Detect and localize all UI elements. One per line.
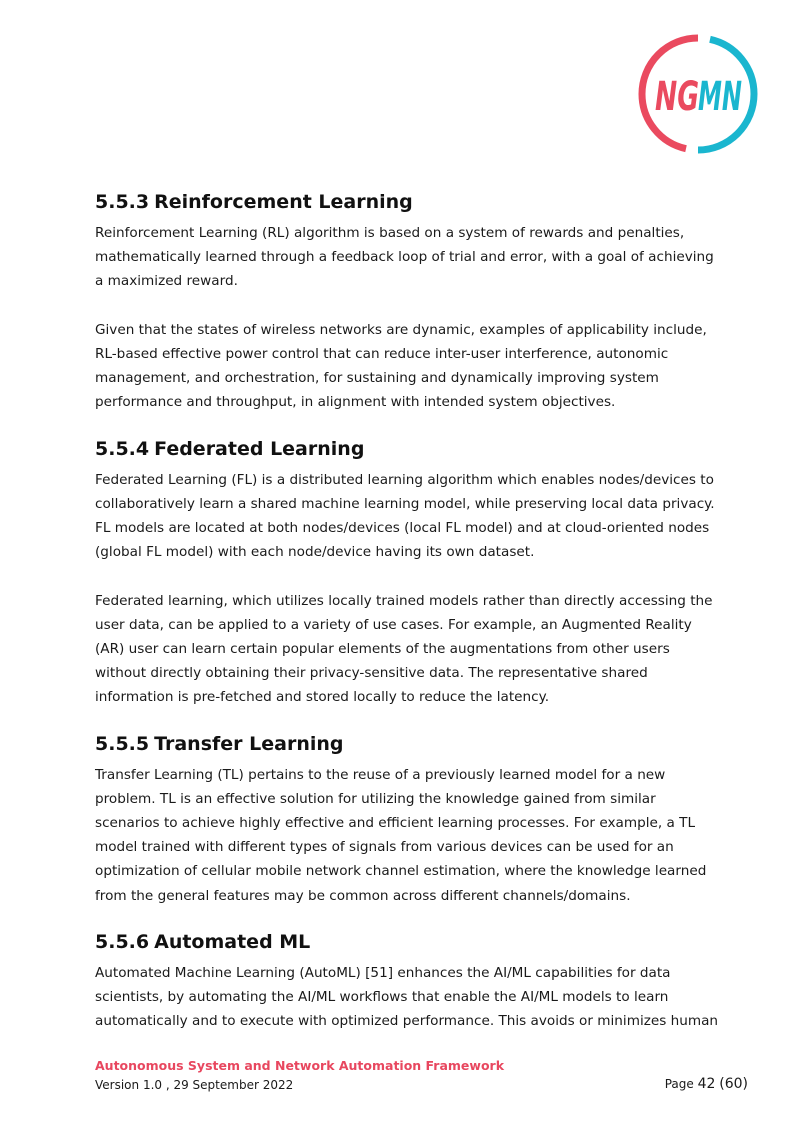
- section-number: 5.5.4: [95, 437, 150, 460]
- logo-text-mn: MN: [698, 74, 742, 120]
- section-number: 5.5.6: [95, 930, 150, 953]
- section-heading: [95, 435, 720, 463]
- section-heading: [95, 928, 720, 956]
- footer-document-title: Autonomous System and Network Automation Framework: [95, 1058, 505, 1073]
- paragraph: Automated Machine Learning (AutoML) [51] enhances the AI/ML capabilities for data scientists, by automating the AI/ML workflows that enable the AI/ML models to learn automatically and to execute with optimized performance. This avoids or minimizes human: [95, 964, 719, 1030]
- section-transfer-learning: [95, 730, 720, 908]
- section-title: Reinforcement Learning: [154, 191, 413, 213]
- section-title: Federated Learning: [154, 437, 365, 460]
- page-number: 42: [697, 1076, 716, 1092]
- section-title: Transfer Learning: [154, 732, 344, 755]
- page-total: (60): [719, 1076, 748, 1092]
- section-title: Automated ML: [154, 930, 311, 953]
- section-federated-learning: [95, 435, 720, 710]
- paragraph: Federated learning, which utilizes locally trained models rather than directly accessing the user data, can be applied to a variety of use cases. For example, an Augmented Reality (AR) user can learn certain popular elements of the augmentations from other users without directly obtaining their privacy-sensitive data. The representative shared information is pre-fetched and stored locally to reduce the latency.: [95, 592, 713, 706]
- section-heading: [95, 188, 720, 216]
- page-label: Page: [664, 1077, 694, 1091]
- paragraph: Transfer Learning (TL) pertains to the reuse of a previously learned model for a new problem. TL is an effective solution for utilizing the knowledge gained from similar scenarios to achieve highly effective and efficient learning processes. For example, a TL model trained with different types of signals from various devices can be used for an optimization of cellular mobile network channel estimation, where the knowledge learned from the general features may be common across different channels/domains.: [95, 766, 707, 904]
- paragraph: Reinforcement Learning (RL) algorithm is based on a system of rewards and penalties, mathematically learned through a feedback loop of trial and error, with a goal of achieving a maximized reward.: [95, 225, 714, 290]
- document-body: [95, 188, 720, 1053]
- footer-version: Version 1.0 , 29 September 2022: [95, 1078, 294, 1092]
- section-automated-ml: [95, 928, 720, 1034]
- logo-text-ng: NG: [655, 74, 699, 120]
- section-number: 5.5.3: [95, 191, 150, 213]
- footer-page-number: [665, 1076, 748, 1092]
- section-heading: [95, 730, 720, 758]
- section-number: 5.5.5: [95, 732, 150, 755]
- paragraph: Federated Learning (FL) is a distributed learning algorithm which enables nodes/devices to collaboratively learn a shared machine learning model, while preserving local data privacy. FL models are located at both nodes/devices (local FL model) and at cloud-oriented nodes (global FL model) with each node/device having its own dataset.: [95, 471, 715, 561]
- ngmn-logo: [636, 32, 760, 156]
- section-reinforcement-learning: [95, 188, 720, 415]
- paragraph: Given that the states of wireless networks are dynamic, examples of applicability include, RL-based effective power control that can reduce inter-user interference, autonomic management, and orchestration, for sustaining and dynamically improving system performance and throughput, in alignment with intended system objectives.: [95, 321, 707, 411]
